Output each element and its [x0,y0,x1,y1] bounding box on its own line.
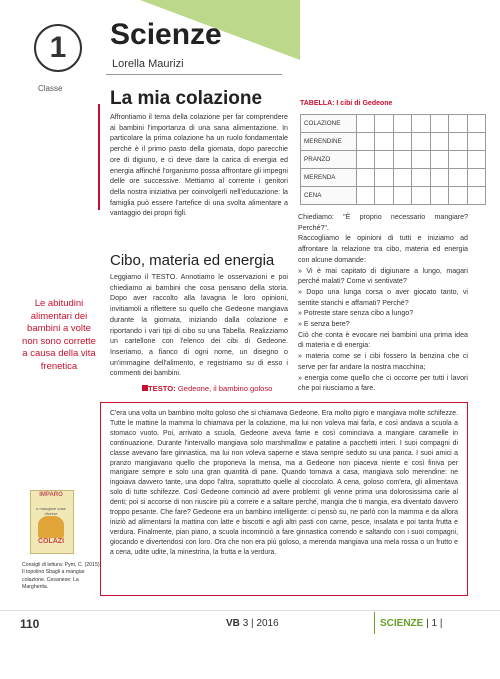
story-box-title [148,384,272,393]
table-row-label: PRANZO [301,151,357,169]
table-row-label: COLAZIONE [301,115,357,133]
table-row-label: MERENDINE [301,133,357,151]
section-title-colazione: La mia colazione [110,88,263,109]
right-paragraph: Ciò che conta è evocare nei bambini una prima idea di materia e di energia: [298,330,468,350]
footer-section [380,618,442,629]
class-label: Classe [38,84,63,93]
page-title: Scienze [110,18,222,51]
footer-section-name: SCIENZE [380,618,424,629]
table-row-label: MERENDA [301,169,357,187]
page-number: 110 [20,617,40,631]
book-cover-title: IMPARO [39,492,63,498]
footer-vertical-rule [374,612,375,634]
section-body-cibo: Leggiamo il TESTO. Annotiamo le osservazioni e poi chiediamo ai bambini che cosa pensano della storia. Dopo aver raccolto alla lavagna le loro opinioni, invitiamoli a riflettere su quello che Gedeone mangiava durante la giornata, iniziando dalla colazione e riportando i vari tipi di cibo su una Tabella. Realizziamo un cartellone con l'elenco dei cibi di Gedeone. Inseriamo, a fianco di ogni nome, un disegno o un'immagine dell'alimento, e registriamo su di esso i commenti dei bambini. [110,273,288,378]
story-box-heading: Gedeone, il bambino goloso [177,384,273,393]
story-box-label: TESTO: [148,384,176,393]
footer-divider [0,610,500,611]
journal-name: VB [226,618,240,629]
list-item: » Vi è mai capitato di digiunare a lungo, magari perché malati? Come vi sentivate? [298,266,468,286]
list-item: » Potreste stare senza cibo a lungo? [298,309,414,318]
list-item: » Dopo una lunga corsa o aver giocato tanto, vi sentite stanchi e affamati? Perché? [298,287,468,307]
table-row [301,187,486,205]
story-text: C'era una volta un bambino molto goloso che si chiamava Gedeone. Era molto pigro e mangiava molte schifezze. Tutte le mattine la mamma lo chiamava per la colazione, ma lui non voleva mai farla, e così andava a scuola a stomaco vuoto. Poi, arrivato a scuola, Gedeone aveva fame e così cominciava a mangiare caramelle in continuazione. Durante l'intervallo mangiava solo marshmallow e patatine a pacchetti interi. I suoi compagni di classe avevano fare ginnastica, ma lui non voleva saperne e stava sempre seduto su una panca. I suoi amici a pranzo mangiavano quello che proponeva la mensa, ma a Gedeone non piaceva niente e così finiva per mangiare sempre e solo una gran quantità di pane. Quando tornava a casa, mangiava solo merendine: ne ingoiava davvero tante, una dopo l'altra, soprattutto quelle al cioccolato. A cena, goloso com'era, gli alimentava solo di tutte schifezze. Così Gedeone cominciò ad avere problemi: gli venne prima una dolorosissima carie al denti; poi si accorse di non riuscire più a correre e a saltare perché, mangia che ti mangia, era diventato davvero troppo pesante. Che fare? Gedeone era un bambino intelligente: ci pensò su, ne parlò con la mamma e da allora iniziò ad alimentarsi la mattina con latte e biscotti e agli altri pasti con carne, pesce, insalata e poi tanta frutta e verdura. Finalmente, pian piano, a scuola incominciò a fare ginnastica correndo e saltando con i suoi compagni, giocando e divertendosi con loro. Ora che non era più goloso, a merenda mangiava una mela rossa o un frutto e a cena, udite udite, la minestrina, la frutta e la verdura. [110,410,458,556]
table-row [301,151,486,169]
reading-credits: Consigli di lettura: Pym, C. (2015). Il topolino Sbagli a mangiar colazione. Cesanese: La Margherita. [22,562,101,590]
header-divider [106,74,282,75]
author-name: Lorella Maurizi [112,58,184,70]
issue-number: 3 | 2016 [242,618,279,629]
journal-issue [226,618,279,629]
class-number-circle: 1 [34,24,82,72]
book-cover-illustration [38,516,64,538]
right-paragraph: Raccogliamo le opinioni di tutti e iniziamo ad affrontare la relazione tra cibo, materia ed energia con alcune domande: [298,234,468,264]
right-column-text [298,212,468,394]
table-row [301,115,486,133]
book-cover-subtitle: e mangiare cose diverse [36,506,66,516]
book-cover-word: COLAZI [37,538,65,545]
section-body-colazione: Affrontiamo il tema della colazione per far comprendere ai bambini l'importanza di una sana alimentazione. In particolare la prima colazione ha un ruolo fondamentale perché è il primo pasto della giornata, dopo parecchie ore di digiuno, e ci deve dare la carica di energia ed energia affinché l'organismo possa affrontare gli impegni delle ore successive. Mettiamo al corrente i genitori della nostra iniziativa per coinvolgerli nell'educazione: la famiglia può essere l'artefice di una svolta alimentare a vantaggio dei propri figli. [110,113,288,218]
side-quote: Le abitudini alimentari dei bambini a volte non sono corrette a causa della vita frenetica [22,298,96,372]
question-paragraph: Chiediamo: "È proprio necessario mangiare? Perché?". [298,213,468,232]
footer-section-number: | 1 | [426,618,443,629]
list-item: » E senza bere? [298,320,350,329]
list-item: » materia come se i cibi fossero la benzina che ci serve per far andare la nostra macchina; [298,352,468,371]
red-accent-bar [98,104,100,210]
table-row [301,133,486,151]
list-item: » energia come quello che ci occorre per tutti i lavori che poi riusciamo a fare. [298,373,468,393]
table-title: TABELLA: I cibi di Gedeone [300,100,393,107]
section-title-cibo: Cibo, materia ed energia [110,252,275,269]
foods-table [300,114,486,205]
table-row [301,169,486,187]
table-row-label: CENA [301,187,357,205]
